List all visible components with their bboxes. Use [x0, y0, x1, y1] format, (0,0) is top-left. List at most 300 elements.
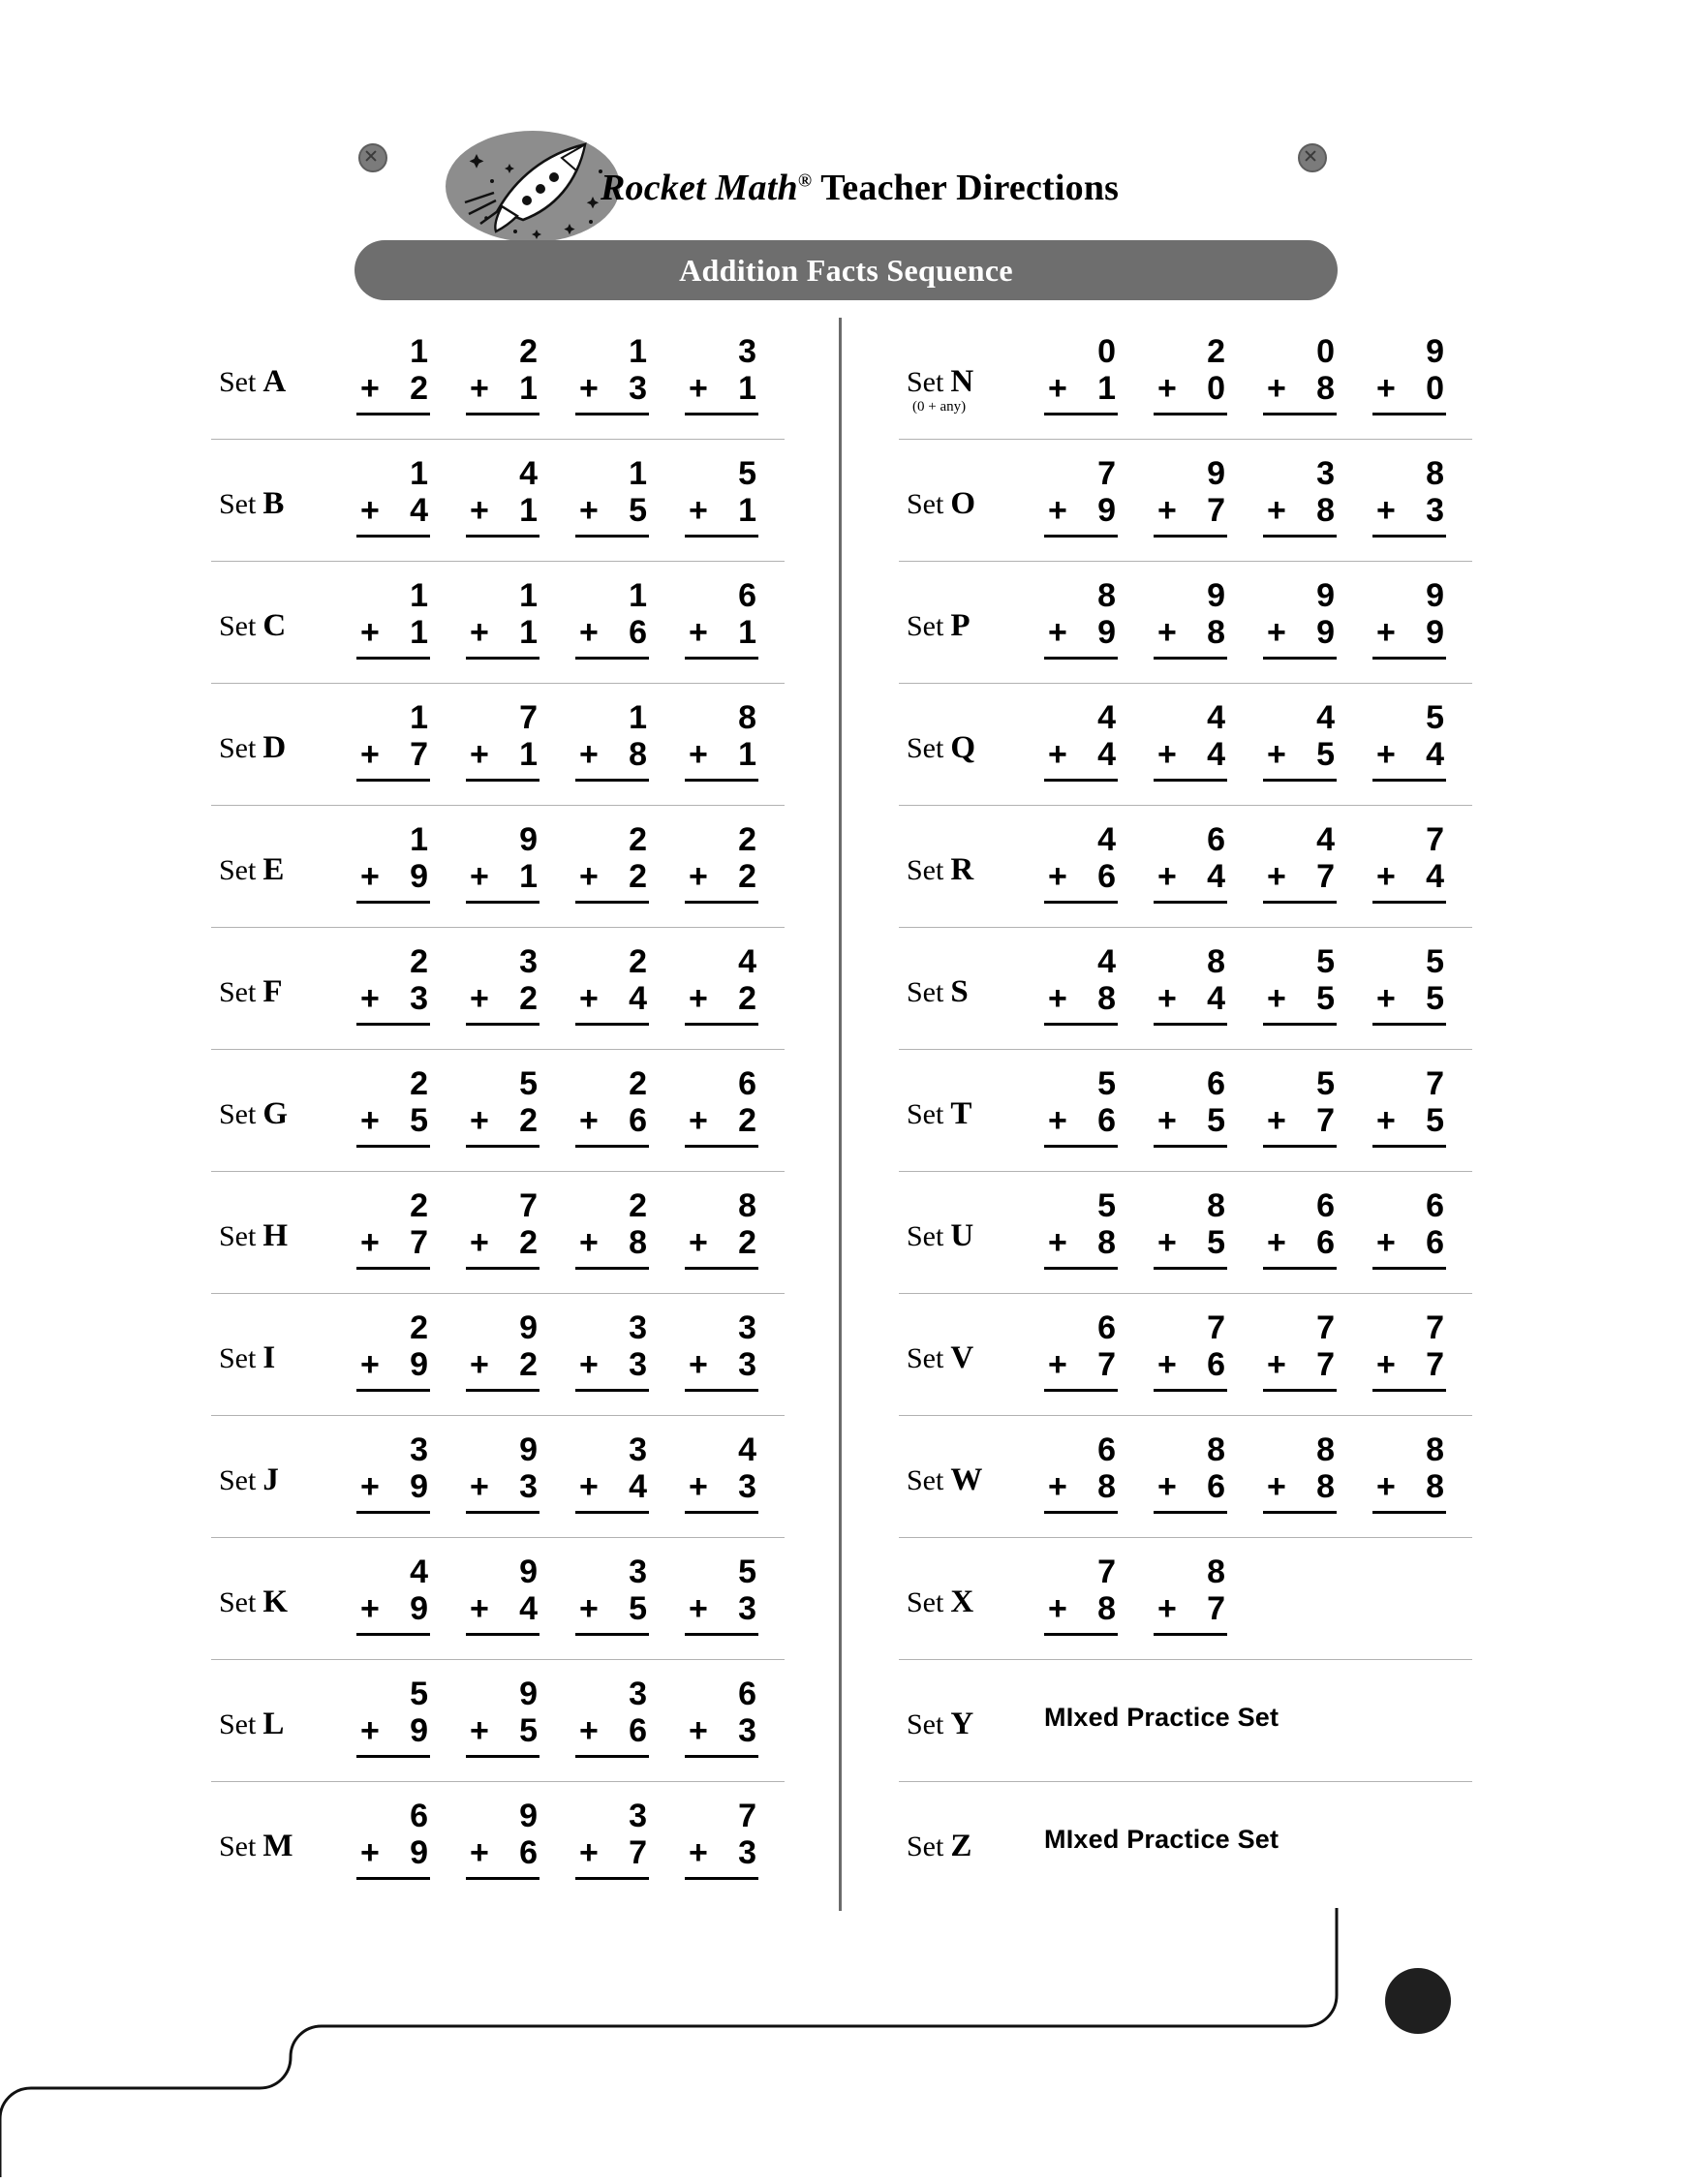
problem-rule — [1154, 1633, 1227, 1636]
math-problem — [466, 1067, 541, 1156]
addend-top: 8 — [1426, 1431, 1444, 1468]
operator: + — [470, 1712, 489, 1749]
addend-bottom: 7 — [1097, 1346, 1116, 1383]
set-label — [219, 1096, 288, 1132]
problem-rule — [466, 1877, 539, 1880]
addend-bottom-row — [1044, 1470, 1120, 1503]
addend-bottom-row — [466, 616, 541, 649]
addend-top: 5 — [519, 1065, 538, 1102]
problems-group — [1044, 1555, 1470, 1648]
set-label — [907, 852, 973, 888]
math-problem — [466, 1555, 541, 1645]
addend-bottom: 9 — [410, 1712, 428, 1749]
addend-bottom-row — [466, 1348, 541, 1381]
set-row — [899, 684, 1472, 806]
math-problem — [685, 1555, 760, 1645]
addend-bottom-row — [1263, 738, 1339, 771]
addend-bottom: 2 — [738, 980, 756, 1017]
addend-top: 7 — [519, 699, 538, 736]
operator: + — [470, 1468, 489, 1505]
operator: + — [579, 1224, 599, 1261]
punch-hole-icon-left — [358, 143, 387, 172]
addend-top: 7 — [1426, 1309, 1444, 1346]
set-word: Set — [907, 488, 944, 520]
problem-rule — [685, 1755, 758, 1758]
math-problem — [685, 701, 760, 790]
addend-bottom: 5 — [1316, 980, 1335, 1017]
problems-group — [1044, 701, 1470, 794]
problem-rule — [685, 1633, 758, 1636]
problem-rule — [356, 1145, 430, 1148]
problem-rule — [356, 779, 430, 782]
math-problem — [1263, 579, 1339, 668]
addend-bottom-row — [1372, 1470, 1448, 1503]
set-row — [899, 1172, 1472, 1294]
problem-rule — [466, 535, 539, 538]
addend-bottom-row — [575, 616, 651, 649]
addend-top: 5 — [1316, 1065, 1335, 1102]
addend-top: 9 — [519, 1553, 538, 1590]
problem-rule — [1044, 779, 1118, 782]
addend-bottom-row — [1154, 860, 1229, 893]
set-row — [899, 1050, 1472, 1172]
addend-bottom: 4 — [1207, 980, 1225, 1017]
set-letter: F — [262, 974, 283, 1009]
addend-top: 2 — [629, 821, 647, 858]
problems-group — [356, 823, 783, 916]
set-label — [907, 730, 975, 766]
set-word: Set — [907, 366, 944, 398]
problem-rule — [575, 1023, 649, 1026]
set-letter: Q — [950, 730, 976, 765]
addend-bottom-row — [466, 372, 541, 405]
problem-rule — [466, 1755, 539, 1758]
math-problem — [685, 1799, 760, 1889]
addend-bottom: 1 — [519, 736, 538, 773]
addend-top: 5 — [1316, 943, 1335, 980]
addend-bottom: 0 — [1207, 370, 1225, 407]
operator: + — [689, 858, 708, 895]
set-label — [907, 1829, 971, 1864]
set-word: Set — [907, 1586, 944, 1618]
math-problem — [356, 1555, 432, 1645]
operator: + — [1376, 980, 1396, 1017]
math-problem — [575, 1677, 651, 1767]
addend-bottom: 6 — [629, 1102, 647, 1139]
set-word: Set — [907, 1830, 944, 1862]
set-word: Set — [907, 1220, 944, 1252]
math-problem — [1263, 823, 1339, 912]
operator: + — [689, 614, 708, 651]
addend-bottom-row — [356, 738, 432, 771]
problems-group — [356, 1067, 783, 1160]
set-word: Set — [219, 366, 257, 398]
operator: + — [1048, 1590, 1067, 1627]
addend-bottom: 2 — [519, 1346, 538, 1383]
addend-top: 2 — [519, 333, 538, 370]
addend-bottom-row — [466, 1714, 541, 1747]
set-row — [899, 1416, 1472, 1538]
set-label — [219, 1218, 288, 1254]
set-letter: C — [262, 608, 287, 643]
math-problem — [685, 1677, 760, 1767]
math-problem — [685, 457, 760, 546]
operator: + — [1157, 614, 1177, 651]
set-letter: A — [262, 364, 287, 399]
problem-rule — [1154, 1145, 1227, 1148]
problems-group — [1044, 1189, 1470, 1282]
addend-bottom-row — [1372, 1104, 1448, 1137]
addend-bottom-row — [1372, 982, 1448, 1015]
addend-bottom-row — [685, 1348, 760, 1381]
addend-top: 2 — [629, 1187, 647, 1224]
addend-top: 3 — [629, 1309, 647, 1346]
addend-bottom-row — [1044, 860, 1120, 893]
addend-bottom: 5 — [1207, 1224, 1225, 1261]
addend-top: 1 — [410, 699, 428, 736]
addend-bottom: 7 — [1426, 1346, 1444, 1383]
problem-rule — [466, 1389, 539, 1392]
problem-rule — [1372, 657, 1446, 660]
set-label — [907, 1707, 973, 1742]
math-problem — [685, 335, 760, 424]
addend-bottom-row — [356, 1226, 432, 1259]
operator: + — [1048, 614, 1067, 651]
problem-rule — [1044, 535, 1118, 538]
addend-bottom-row — [1154, 1226, 1229, 1259]
problem-rule — [1263, 657, 1337, 660]
math-problem — [466, 1189, 541, 1278]
problems-group — [356, 1189, 783, 1282]
problem-rule — [466, 1267, 539, 1270]
set-letter: W — [950, 1462, 983, 1497]
addend-bottom: 9 — [410, 858, 428, 895]
addend-top: 9 — [1426, 333, 1444, 370]
addend-bottom-row — [1044, 1104, 1120, 1137]
operator: + — [1157, 736, 1177, 773]
set-word: Set — [219, 1464, 257, 1496]
addend-bottom: 1 — [519, 492, 538, 529]
addend-top: 6 — [1097, 1309, 1116, 1346]
set-letter: Y — [950, 1707, 974, 1741]
addend-top: 2 — [629, 943, 647, 980]
addend-bottom-row — [1154, 372, 1229, 405]
addend-bottom: 4 — [1426, 858, 1444, 895]
set-letter: I — [262, 1340, 276, 1375]
addend-top: 9 — [1316, 577, 1335, 614]
set-word: Set — [219, 1586, 257, 1618]
problem-rule — [575, 657, 649, 660]
addend-top: 6 — [1207, 821, 1225, 858]
column-divider — [839, 318, 842, 1911]
set-row — [211, 1782, 785, 1904]
addend-bottom: 1 — [410, 614, 428, 651]
set-word: Set — [907, 976, 944, 1008]
set-row — [899, 928, 1472, 1050]
addend-bottom-row — [1154, 1470, 1229, 1503]
addend-top: 5 — [738, 455, 756, 492]
addend-bottom-row — [356, 1470, 432, 1503]
math-problem — [575, 1189, 651, 1278]
math-problem — [1154, 945, 1229, 1034]
math-problem — [685, 823, 760, 912]
math-problem — [1044, 1067, 1120, 1156]
operator: + — [470, 370, 489, 407]
problem-rule — [685, 1511, 758, 1514]
operator: + — [360, 370, 380, 407]
math-problem — [466, 701, 541, 790]
math-problem — [575, 1067, 651, 1156]
addend-top: 3 — [738, 333, 756, 370]
addend-bottom-row — [356, 616, 432, 649]
operator: + — [1267, 614, 1286, 651]
math-problem — [356, 1311, 432, 1400]
math-problem — [1044, 1555, 1120, 1645]
problem-rule — [1372, 535, 1446, 538]
page-header — [0, 58, 1695, 213]
set-row — [899, 806, 1472, 928]
addend-bottom: 5 — [1207, 1102, 1225, 1139]
addend-top: 8 — [1207, 1187, 1225, 1224]
set-label — [907, 1218, 973, 1254]
math-problem — [466, 579, 541, 668]
set-word: Set — [907, 1708, 944, 1740]
addend-bottom-row — [466, 494, 541, 527]
operator: + — [1267, 1102, 1286, 1139]
math-problem — [1044, 579, 1120, 668]
addend-bottom-row — [356, 494, 432, 527]
problem-rule — [1044, 1511, 1118, 1514]
set-word: Set — [907, 1098, 944, 1130]
set-label — [219, 1462, 279, 1498]
math-problem — [575, 335, 651, 424]
set-word: Set — [219, 854, 257, 886]
set-letter: K — [262, 1584, 289, 1619]
operator: + — [360, 1468, 380, 1505]
math-problem — [1044, 701, 1120, 790]
operator: + — [1157, 1102, 1177, 1139]
problem-rule — [575, 1755, 649, 1758]
math-problem — [466, 1799, 541, 1889]
operator: + — [1267, 1346, 1286, 1383]
problem-rule — [575, 1145, 649, 1148]
addend-top: 3 — [629, 1553, 647, 1590]
problem-rule — [575, 1633, 649, 1636]
set-label — [219, 974, 283, 1010]
problem-rule — [1154, 1389, 1227, 1392]
math-problem — [1372, 457, 1448, 546]
addend-bottom: 8 — [1426, 1468, 1444, 1505]
addend-bottom-row — [356, 372, 432, 405]
problem-rule — [356, 1023, 430, 1026]
operator: + — [689, 1590, 708, 1627]
addend-top: 2 — [410, 943, 428, 980]
set-label — [219, 364, 286, 400]
addend-top: 9 — [1426, 577, 1444, 614]
set-row — [211, 1294, 785, 1416]
operator: + — [579, 1346, 599, 1383]
addend-top: 7 — [1207, 1309, 1225, 1346]
addend-bottom-row — [575, 1470, 651, 1503]
operator: + — [1376, 1224, 1396, 1261]
problem-rule — [575, 1389, 649, 1392]
problem-rule — [1044, 1389, 1118, 1392]
problems-group — [356, 945, 783, 1038]
set-row — [899, 318, 1472, 440]
addend-top: 4 — [738, 1431, 756, 1468]
set-row — [899, 1538, 1472, 1660]
addend-top: 4 — [1207, 699, 1225, 736]
addend-bottom-row — [1372, 1348, 1448, 1381]
mixed-practice-note: MIxed Practice Set — [1044, 1703, 1279, 1732]
operator: + — [689, 1224, 708, 1261]
addend-bottom-row — [1263, 494, 1339, 527]
addend-bottom: 3 — [519, 1468, 538, 1505]
set-label — [907, 1462, 982, 1498]
addend-top: 5 — [1097, 1187, 1116, 1224]
operator: + — [579, 614, 599, 651]
addend-bottom: 0 — [1426, 370, 1444, 407]
operator: + — [360, 858, 380, 895]
set-label — [907, 486, 975, 522]
addend-top: 7 — [1316, 1309, 1335, 1346]
addend-bottom-row — [466, 1592, 541, 1625]
set-row — [211, 562, 785, 684]
addend-bottom-row — [466, 1470, 541, 1503]
addend-bottom-row — [685, 616, 760, 649]
set-label — [219, 1707, 284, 1742]
set-label — [907, 1340, 973, 1376]
problem-rule — [575, 1511, 649, 1514]
addend-bottom-row — [1044, 738, 1120, 771]
registered-mark: ® — [797, 170, 813, 192]
addend-bottom: 1 — [738, 736, 756, 773]
set-label — [907, 1584, 973, 1620]
operator: + — [1157, 1468, 1177, 1505]
operator: + — [1267, 858, 1286, 895]
addend-top: 8 — [738, 1187, 756, 1224]
addend-bottom-row — [1154, 738, 1229, 771]
problem-rule — [356, 1267, 430, 1270]
math-problem — [1154, 335, 1229, 424]
operator: + — [1267, 492, 1286, 529]
math-problem — [1044, 335, 1120, 424]
addend-bottom: 7 — [1316, 1346, 1335, 1383]
problem-rule — [1154, 901, 1227, 904]
addend-bottom-row — [685, 1836, 760, 1869]
addend-bottom: 1 — [738, 370, 756, 407]
addend-top: 2 — [410, 1309, 428, 1346]
set-word: Set — [219, 1220, 257, 1252]
addend-bottom-row — [575, 860, 651, 893]
problem-rule — [356, 1877, 430, 1880]
operator: + — [1048, 1224, 1067, 1261]
addend-bottom-row — [1044, 1348, 1120, 1381]
problem-rule — [1154, 413, 1227, 415]
problem-rule — [1154, 1267, 1227, 1270]
addend-bottom-row — [685, 372, 760, 405]
problem-rule — [356, 1389, 430, 1392]
brand-name: Rocket Math — [601, 168, 798, 208]
math-problem — [575, 1555, 651, 1645]
problem-rule — [1372, 1511, 1446, 1514]
addend-bottom-row — [1154, 616, 1229, 649]
addend-bottom: 8 — [1316, 1468, 1335, 1505]
addend-top: 1 — [629, 455, 647, 492]
addend-bottom-row — [356, 1836, 432, 1869]
addend-bottom: 6 — [1426, 1224, 1444, 1261]
set-word: Set — [219, 976, 257, 1008]
set-label — [219, 608, 286, 644]
operator: + — [1157, 1590, 1177, 1627]
addend-bottom-row — [1372, 1226, 1448, 1259]
math-problem — [1154, 1067, 1229, 1156]
addend-bottom: 8 — [1097, 980, 1116, 1017]
math-problem — [356, 1677, 432, 1767]
problem-rule — [1372, 413, 1446, 415]
problem-rule — [575, 901, 649, 904]
math-problem — [1044, 823, 1120, 912]
addend-bottom: 4 — [629, 1468, 647, 1505]
corner-dot — [1385, 1968, 1451, 2034]
problems-group — [1044, 1067, 1470, 1160]
operator: + — [1048, 492, 1067, 529]
set-word: Set — [907, 854, 944, 886]
set-word: Set — [219, 1708, 257, 1740]
operator: + — [1157, 980, 1177, 1017]
addend-bottom: 4 — [629, 980, 647, 1017]
addend-bottom-row — [1044, 494, 1120, 527]
addend-bottom-row — [1372, 372, 1448, 405]
math-problem — [685, 945, 760, 1034]
addend-top: 6 — [738, 577, 756, 614]
set-letter: B — [262, 486, 285, 521]
problems-group — [1044, 579, 1470, 672]
addend-top: 0 — [1316, 333, 1335, 370]
title-suffix: Teacher Directions — [812, 168, 1120, 208]
set-row — [211, 684, 785, 806]
problem-rule — [1372, 1267, 1446, 1270]
addend-top: 8 — [1097, 577, 1116, 614]
addend-bottom-row — [1372, 738, 1448, 771]
math-problem — [1154, 579, 1229, 668]
addend-bottom-row — [575, 1226, 651, 1259]
addend-top: 1 — [410, 455, 428, 492]
addend-top: 7 — [1097, 1553, 1116, 1590]
addend-top: 3 — [410, 1431, 428, 1468]
operator: + — [470, 1102, 489, 1139]
set-letter: H — [262, 1218, 289, 1253]
math-problem — [356, 1799, 432, 1889]
operator: + — [360, 736, 380, 773]
addend-bottom: 9 — [410, 1590, 428, 1627]
addend-bottom-row — [575, 738, 651, 771]
math-problem — [1044, 457, 1120, 546]
operator: + — [360, 1590, 380, 1627]
math-problem — [1372, 701, 1448, 790]
addend-bottom: 2 — [410, 370, 428, 407]
set-label — [907, 608, 971, 644]
addend-bottom: 8 — [1207, 614, 1225, 651]
set-row — [211, 1050, 785, 1172]
problem-rule — [1044, 1633, 1118, 1636]
operator: + — [470, 858, 489, 895]
math-problem — [1044, 1189, 1120, 1278]
problem-rule — [1263, 779, 1337, 782]
addend-top: 6 — [1097, 1431, 1116, 1468]
problem-rule — [1372, 779, 1446, 782]
math-problem — [1263, 335, 1339, 424]
